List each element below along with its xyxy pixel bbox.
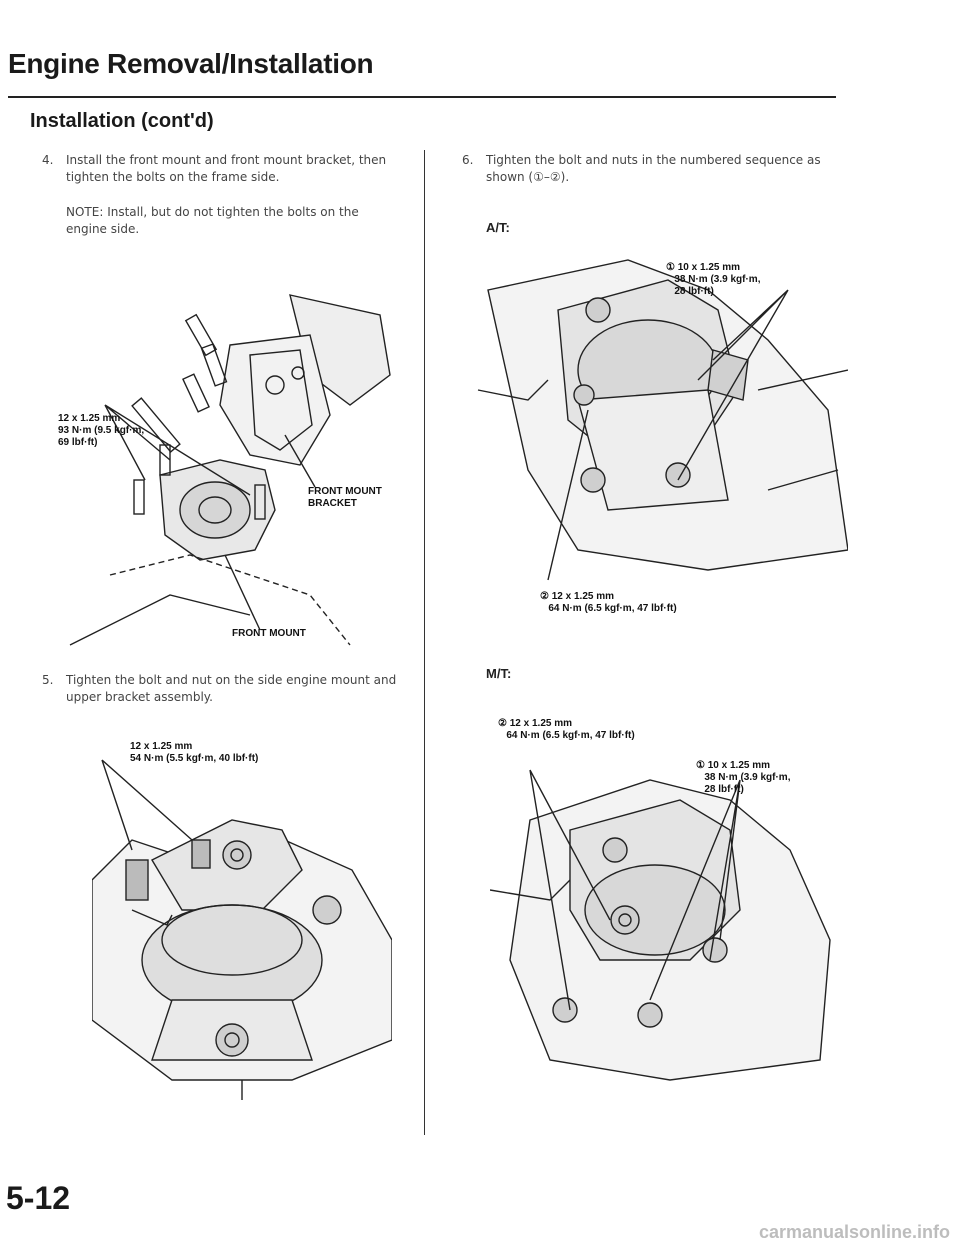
front-mount-bolt-torque: 12 x 1.25 mm 93 N·m (9.5 kgf·m, 69 lbf·ft) <box>58 413 145 448</box>
step-4-text: Install the front mount and front mount bracket, then tighten the bolts on the frame side. <box>66 153 387 184</box>
mt-torque-2: ② 12 x 1.25 mm 64 N·m (6.5 kgf·m, 47 lbf·ft) <box>498 718 635 741</box>
front-mount-label: FRONT MOUNT <box>232 628 306 639</box>
at-torque-1: ① 10 x 1.25 mm 38 N·m (3.9 kgf·m, 28 lbf·ft) <box>666 262 761 297</box>
step-6 <box>462 152 826 186</box>
at-label: A/T: <box>486 220 510 235</box>
step-6-text: Tighten the bolt and nuts in the numbered sequence as shown (①–②). <box>486 153 821 184</box>
section-subtitle: Installation (cont'd) <box>30 110 214 132</box>
mt-label: M/T: <box>486 666 512 681</box>
page-title: Engine Removal/Installation <box>8 48 374 79</box>
at-mount-illustration <box>468 250 848 590</box>
step-6-number: 6. <box>462 153 474 167</box>
at-torque-2: ② 12 x 1.25 mm 64 N·m (6.5 kgf·m, 47 lbf·ft) <box>540 591 677 614</box>
column-divider <box>424 150 425 1135</box>
step-4 <box>42 152 400 186</box>
step-5 <box>42 672 400 706</box>
step-5-number: 5. <box>42 673 54 687</box>
side-engine-mount-illustration <box>92 740 392 1100</box>
step-4-note: NOTE: Install, but do not tighten the bolts on the engine side. <box>66 205 359 236</box>
page-number: 5-12 <box>6 1180 71 1216</box>
front-mount-bracket-label: FRONT MOUNT BRACKET <box>308 486 382 509</box>
step-4-number: 4. <box>42 153 54 167</box>
watermark: carmanualsonline.info <box>758 1222 950 1242</box>
title-rule <box>8 96 836 98</box>
mt-mount-illustration <box>490 760 850 1090</box>
side-mount-bolt-torque: 12 x 1.25 mm 54 N·m (5.5 kgf·m, 40 lbf·ft) <box>130 741 259 764</box>
step-5-text: Tighten the bolt and nut on the side engine mount and upper bracket assembly. <box>66 673 397 704</box>
mt-torque-1: ① 10 x 1.25 mm 38 N·m (3.9 kgf·m, 28 lbf·ft) <box>696 760 791 795</box>
front-mount-illustration <box>50 255 410 655</box>
